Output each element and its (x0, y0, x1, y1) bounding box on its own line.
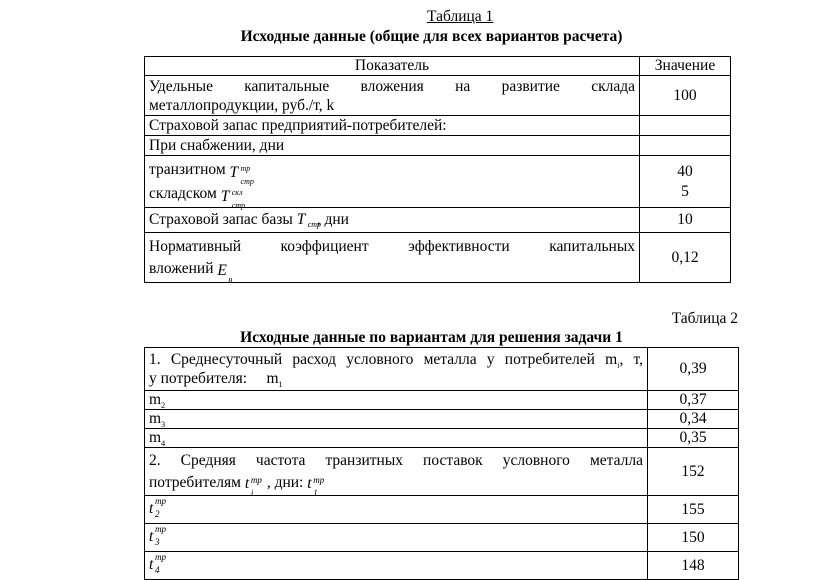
transit-label: транзитном (149, 160, 226, 178)
coef-cell (145, 233, 640, 283)
m1-sub: 1 (278, 380, 283, 390)
empty-cell (640, 136, 731, 156)
formula-var: t (307, 474, 312, 492)
coef-line2: вложений (149, 259, 214, 277)
capital-line1: Удельные капитальные вложения на развитие склада (149, 77, 635, 95)
warehouse-line (149, 182, 635, 210)
t1-value: 152 (648, 448, 739, 496)
table-row (145, 410, 739, 429)
reserve-consumers: Страховой запас предприятий-потребителей: (145, 116, 640, 136)
formula-sub: стр (231, 200, 246, 210)
formula-sup: тр (155, 523, 166, 534)
warehouse-formula (220, 186, 246, 210)
supply-types-cell (145, 156, 640, 208)
capital-value: 100 (640, 76, 731, 116)
t4-cell (145, 552, 648, 580)
table1-caption: Таблица 1 (427, 8, 494, 25)
supply-values-cell (640, 156, 731, 208)
formula-sub: 3 (155, 536, 160, 547)
m1-label: m (266, 370, 279, 387)
transit-line (149, 158, 635, 186)
table1-title: Исходные данные (общие для всех вариантов расчета) (240, 28, 623, 45)
table-row (145, 524, 739, 552)
table1 (144, 56, 731, 283)
t-header-cell (145, 448, 648, 496)
formula-sub: 2 (155, 508, 160, 519)
m-line1: 1. Среднесуточный расход условного металла у потребителей m (149, 351, 618, 368)
formula-var: E (217, 261, 227, 279)
t1-formula (307, 473, 329, 498)
table-header-row (145, 57, 731, 76)
ti-formula (244, 473, 267, 498)
table2-caption: Таблица 2 (671, 310, 738, 327)
formula-sup: скл (231, 187, 243, 197)
table-row (145, 156, 731, 208)
formula-var: t (244, 474, 250, 492)
document-page (123, 0, 740, 577)
formula-sup: тр (155, 551, 166, 562)
formula-sup: тр (313, 474, 325, 485)
m3-sub: 3 (161, 420, 166, 430)
t3-value: 150 (648, 524, 739, 552)
warehouse-label: складском (149, 184, 217, 202)
table-row (145, 448, 739, 496)
table2-title: Исходные данные по вариантам для решения задачи 1 (240, 329, 623, 346)
t4-value: 148 (648, 552, 739, 580)
coef-value: 0,12 (640, 233, 731, 283)
formula-sup: тр (240, 163, 251, 173)
m3-label: m (149, 410, 162, 427)
m4-value: 0,35 (648, 429, 739, 448)
transit-formula (229, 162, 254, 186)
m2-cell (145, 391, 648, 410)
table2 (144, 347, 739, 580)
supply-days: При снабжении, дни (145, 136, 640, 156)
formula-sub: i (250, 487, 254, 498)
transit-value: 40 (677, 162, 693, 180)
formula-sub: стр (307, 220, 322, 230)
capital-investment-cell (145, 76, 640, 116)
warehouse-value: 5 (681, 182, 689, 200)
t4-formula (149, 551, 171, 576)
table-row (145, 116, 731, 136)
t2-cell (145, 496, 648, 524)
m3-value: 0,34 (648, 410, 739, 429)
table-row (145, 233, 731, 283)
t3-cell (145, 524, 648, 552)
formula-sub: н (228, 274, 233, 284)
table-row (145, 429, 739, 448)
formula-sup: тр (250, 474, 262, 485)
t-days: , дни: (266, 473, 304, 491)
m-line1-tail: , т, (619, 351, 643, 368)
m2-label: m (149, 391, 162, 408)
header-value: Значение (640, 57, 731, 76)
table-row (145, 496, 739, 524)
table-row (145, 552, 739, 580)
m-line1-sub: i (617, 361, 620, 371)
m4-sub: 4 (161, 439, 166, 449)
page-margin (0, 0, 123, 577)
coef-line2-wrap (149, 258, 635, 284)
t2-value: 155 (648, 496, 739, 524)
base-reserve-formula (296, 211, 322, 230)
table-row (145, 76, 731, 116)
t2-formula (149, 495, 171, 520)
m3-cell (145, 410, 648, 429)
m2-value: 0,37 (648, 391, 739, 410)
coef-line1: Нормативный коэффициент эффективности капитальных (149, 237, 635, 255)
m-line2: у потребителя: (149, 370, 248, 387)
t3-formula (149, 523, 171, 548)
m2-sub: 2 (161, 401, 166, 411)
t-line1: 2. Средняя частота транзитных поставок условного металла (149, 451, 643, 469)
m-line2-wrap (149, 369, 643, 388)
capital-line2: металлопродукции, руб./т, k (149, 96, 335, 114)
t-line2-wrap (149, 472, 643, 498)
base-reserve-value: 10 (640, 208, 731, 233)
table-row (145, 391, 739, 410)
formula-var: t (149, 499, 154, 517)
formula-var: t (149, 527, 154, 545)
m-line1-wrap (149, 350, 643, 369)
formula-sub: стр (240, 176, 254, 186)
formula-var: T (229, 163, 239, 181)
formula-var: T (220, 187, 230, 205)
m-header-cell (145, 348, 648, 391)
table-row (145, 136, 731, 156)
formula-var: t (149, 555, 154, 573)
formula-var: T (296, 211, 306, 229)
header-indicator: Показатель (145, 57, 640, 76)
empty-cell (640, 116, 731, 136)
coef-formula (217, 261, 233, 284)
formula-sup: тр (155, 495, 166, 506)
m1-value: 0,39 (648, 348, 739, 391)
base-reserve-label: Страховой запас базы (149, 211, 293, 228)
formula-sub: 4 (155, 564, 160, 575)
m4-cell (145, 429, 648, 448)
formula-sub: 1 (313, 487, 318, 498)
t-line2: потребителям (149, 473, 241, 491)
table-row (145, 348, 739, 391)
base-reserve-cell (145, 208, 640, 233)
base-reserve-unit: , дни (316, 211, 349, 228)
m4-label: m (149, 429, 162, 446)
